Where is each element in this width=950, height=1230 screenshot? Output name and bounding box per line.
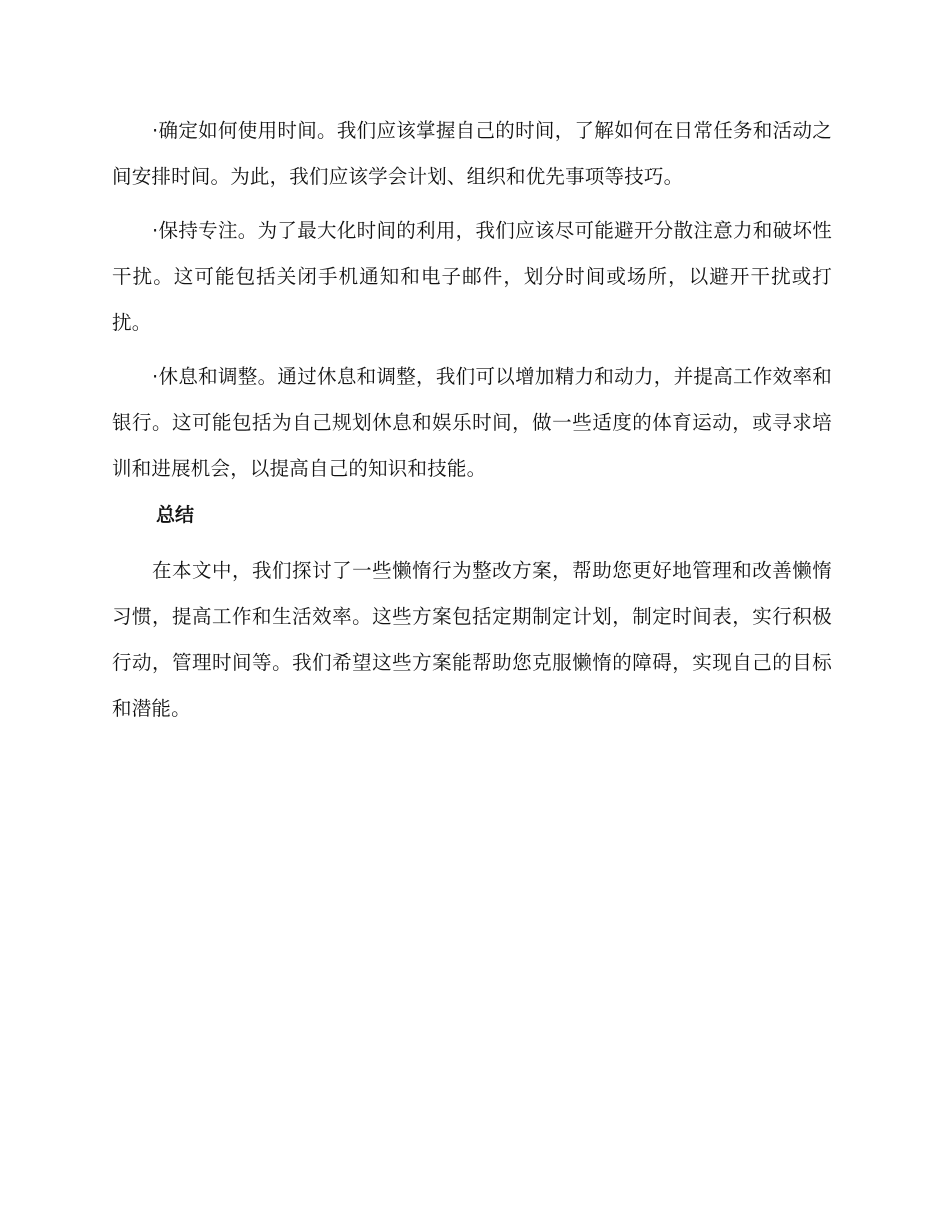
summary-paragraph: 在本文中，我们探讨了一些懒惰行为整改方案，帮助您更好地管理和改善懒惰习惯，提高工作和生活效率。这些方案包括定期制定计划，制定时间表，实行积极行动，管理时间等。我们希望这些方案能帮助您克服懒惰的障碍，实现自己的目标和潜能。 [112,559,832,720]
summary-heading: 总结 [156,504,195,526]
bullet-paragraph-rest: ·休息和调整。通过休息和调整，我们可以增加精力和动力，并提高工作效率和银行。这可能包括为自己规划休息和娱乐时间，做一些适度的体育运动，或寻求培训和进展机会，以提高自己的知识和技能。 [112,365,832,480]
bullet-paragraph-focus: ·保持专注。为了最大化时间的利用，我们应该尽可能避开分散注意力和破坏性干扰。这可能包括关闭手机通知和电子邮件，划分时间或场所，以避开干扰或打扰。 [112,219,832,334]
bullet-paragraph-time-usage: ·确定如何使用时间。我们应该掌握自己的时间，了解如何在日常任务和活动之间安排时间。为此，我们应该学会计划、组织和优先事项等技巧。 [112,119,832,188]
document-body [112,108,832,740]
